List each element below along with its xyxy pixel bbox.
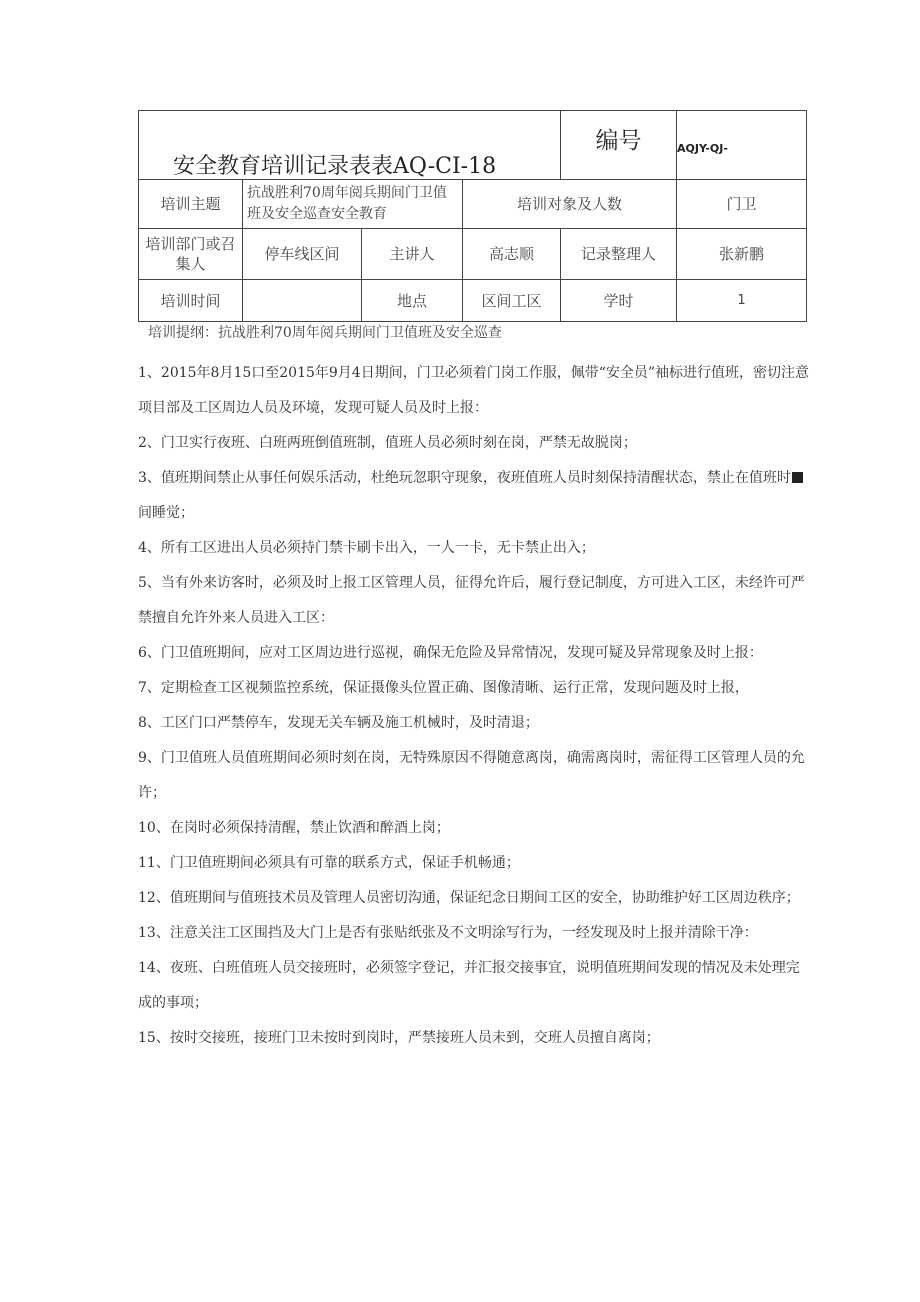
target-label: 培训对象及人数 bbox=[463, 180, 677, 229]
hours-value: 1 bbox=[677, 280, 807, 322]
topic-value: 抗战胜利70周年阅兵期间门卫值班及安全巡查安全教育 bbox=[243, 180, 463, 229]
item-7: 7、定期检查工区视频监控系统，保证摄像头位置正确、图像清晰、运行正常，发现问题及时上报， bbox=[138, 680, 749, 696]
redaction-block bbox=[792, 472, 803, 483]
time-label: 培训时间 bbox=[139, 280, 243, 322]
location-value: 区间工区 bbox=[463, 280, 561, 322]
item-6: 6、门卫值班期间，应对工区周边进行巡视，确保无危险及异常情况，发现可疑及异常现象及时上报： bbox=[138, 645, 763, 661]
item-5: 5、当有外来访客时，必须及时上报工区管理人员，征得允许后，履行登记制度，方可进入工区，未经许可严禁擅自允许外来人员进入工区： bbox=[138, 575, 805, 626]
item-1: 1、2015年8月15口至2015年9月4日期间，门卫必须着门岗工作服，佩带“安全员”袖标进行值班，密切注意项目部及工区周边人员及环境，发现可疑人员及时上报： bbox=[138, 365, 810, 416]
target-value: 门卫 bbox=[677, 180, 807, 229]
item-3 bbox=[138, 461, 810, 531]
training-content bbox=[138, 356, 810, 1056]
lecturer-value: 高志顺 bbox=[463, 229, 561, 280]
topic-label: 培训主题 bbox=[139, 180, 243, 229]
dept-value: 停车线区间 bbox=[243, 229, 362, 280]
hours-label: 学时 bbox=[561, 280, 677, 322]
item-12: 12、值班期间与值班技术员及管理人员密切沟通，保证纪念日期间工区的安全，协助维护好工区周边秩序； bbox=[138, 890, 800, 906]
recorder-label: 记录整理人 bbox=[561, 229, 677, 280]
code-value: AQJY-QJ- bbox=[677, 111, 807, 180]
item-9: 9、门卫值班人员值班期间必须时刻在岗，无特殊原因不得随意离岗，确需离岗时，需征得工区管理人员的允许； bbox=[138, 750, 805, 801]
training-outline: 培训提纲：抗战胜利70周年阅兵期间门卫值班及安全巡查 bbox=[148, 325, 502, 341]
item-13: 13、注意关注工区围挡及大门上是否有张贴纸张及不文明涂写行为，一经发现及时上报并清除干净： bbox=[138, 925, 758, 941]
training-record-table bbox=[138, 110, 807, 322]
item-15: 15、按时交接班，接班门卫未按时到岗时，严禁接班人员未到，交班人员擅自离岗； bbox=[138, 1030, 660, 1046]
location-label: 地点 bbox=[362, 280, 463, 322]
item-14: 14、夜班、白班值班人员交接班时，必须签字登记，并汇报交接事宜，说明值班期间发现的情况及未处理完成的事项； bbox=[138, 960, 800, 1011]
item-4: 4、所有工区进出人员必须持门禁卡刷卡出入，一人一卡，无卡禁止出入； bbox=[138, 540, 595, 556]
dept-label: 培训部门或召集人 bbox=[139, 229, 243, 280]
time-value bbox=[243, 280, 362, 322]
item-11: 11、门卫值班期间必须具有可靠的联系方式，保证手机畅通； bbox=[138, 855, 520, 871]
item-8: 8、工区门口严禁停车，发现无关车辆及施工机械时，及时清退； bbox=[138, 715, 539, 731]
recorder-value: 张新鹏 bbox=[677, 229, 807, 280]
item-10: 10、在岗时必须保持清醒，禁止饮酒和醉酒上岗； bbox=[138, 820, 450, 836]
form-title: 安全教育培训记录表表AQ-CI-18 bbox=[139, 111, 561, 180]
item-3-tail: 间睡觉； bbox=[138, 505, 194, 521]
lecturer-label: 主讲人 bbox=[362, 229, 463, 280]
item-3-text: 3、值班期间禁止从事任何娱乐活动，杜绝玩忽职守现象，夜班值班人员时刻保持清醒状态，禁止在值班时 bbox=[138, 470, 791, 486]
item-2: 2、门卫实行夜班、白班两班倒值班制，值班人员必须时刻在岗，严禁无故脱岗； bbox=[138, 435, 637, 451]
code-label: 编号 bbox=[561, 111, 677, 180]
